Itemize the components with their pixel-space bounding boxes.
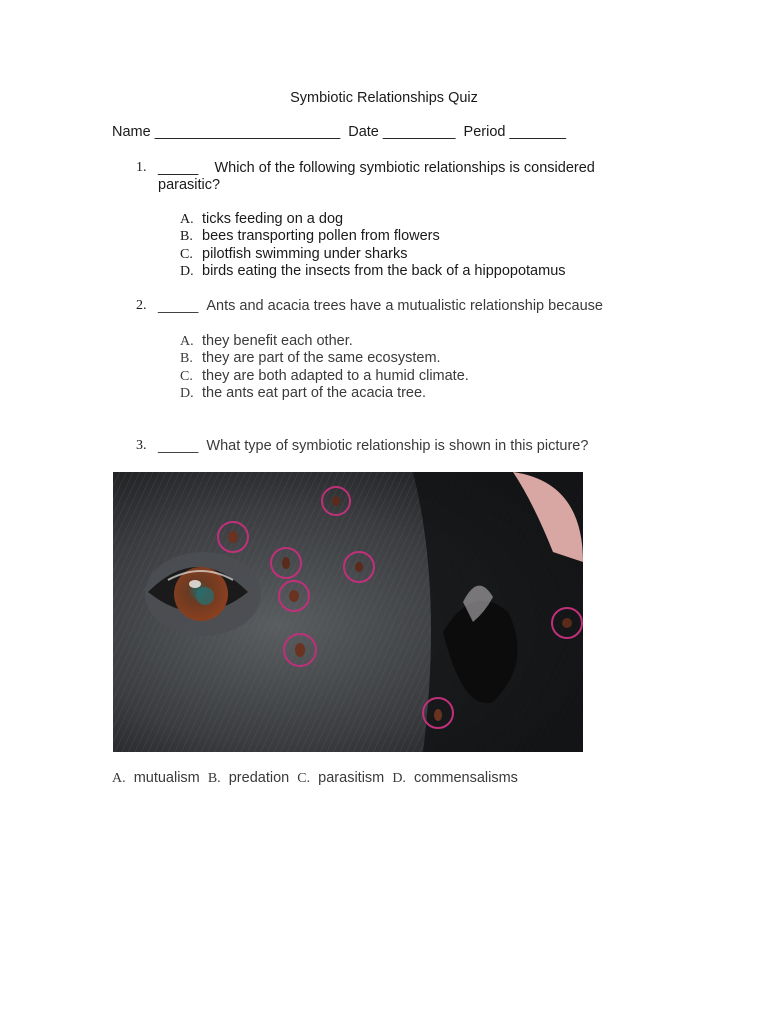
question-number: 3.: [136, 438, 147, 453]
answer-blank: _____: [158, 298, 199, 314]
pupil: [196, 587, 214, 605]
option-a: A. ticks feeding on a dog: [180, 211, 344, 227]
question-2-options: [180, 333, 469, 402]
option-b: B. they are part of the same ecosystem.: [180, 350, 441, 367]
option-b: B. bees transporting pollen from flowers: [180, 228, 440, 245]
option-c: C. pilotfish swimming under sharks: [180, 245, 408, 262]
answer-blank: _____: [158, 438, 199, 454]
question-number: 2.: [136, 298, 147, 313]
question-text-block: [158, 160, 628, 194]
question-1-options: [180, 211, 566, 280]
option-a: A. they benefit each other.: [180, 333, 353, 349]
question-text-block: [158, 298, 628, 315]
dog-ticks-photo: [113, 472, 583, 752]
question-text-block: [158, 438, 628, 455]
question-text: Ants and acacia trees have a mutualistic relationship because: [206, 298, 603, 314]
question-text: Which of the following symbiotic relationships is considered parasitic?: [158, 160, 595, 193]
question-number: 1.: [136, 160, 147, 175]
option-c: C. they are both adapted to a humid climate.: [180, 367, 469, 384]
eye-highlight: [189, 580, 201, 588]
question-3-answers: A. mutualism B. predation C. parasitism D. commensalisms: [112, 770, 518, 786]
quiz-title: Symbiotic Relationships Quiz: [290, 90, 478, 106]
option-d: D. birds eating the insects from the back of a hippopotamus: [180, 262, 566, 279]
option-d: D. the ants eat part of the acacia tree.: [180, 384, 427, 401]
answer-blank: _____: [158, 160, 199, 176]
dog-ticks-illustration: [113, 472, 583, 752]
question-text: What type of symbiotic relationship is shown in this picture?: [206, 438, 589, 454]
name-date-period-line: Name _______________________ Date _________ Period _______: [112, 124, 566, 140]
